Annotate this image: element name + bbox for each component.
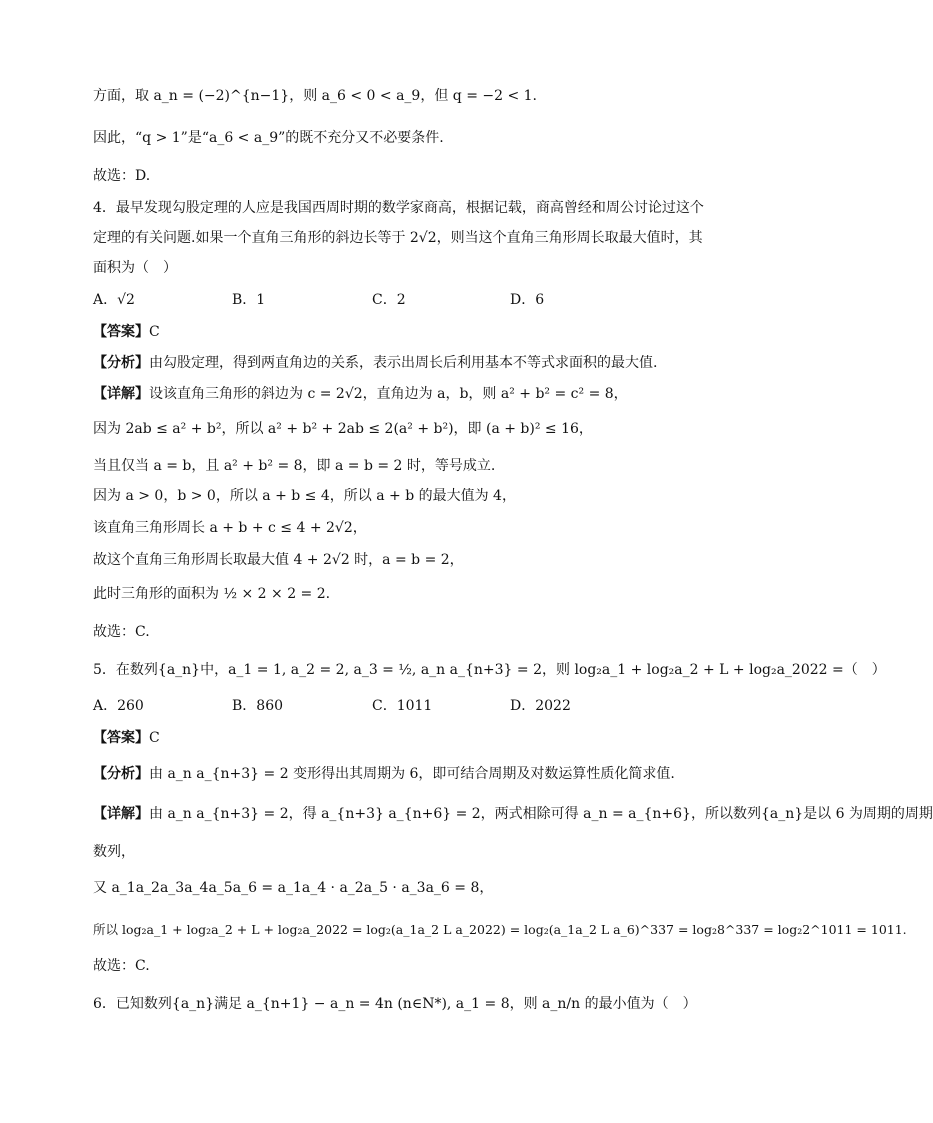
analysis-text: 由 a_n a_{n+3} = 2 变形得出其周期为 6，即可结合周期及对数运算性质化简求值. xyxy=(149,766,675,782)
q4-detail-line-5: 该直角三角形周长 a + b + c ≤ 4 + 2√2， xyxy=(93,520,367,536)
q5-detail-line-2: 数列， xyxy=(93,844,135,860)
q5-detail-line-5: 故选：C. xyxy=(93,958,150,974)
q4-stem-line-1: 4．最早发现勾股定理的人应是我国西周时期的数学家商高，根据记载，商高曾经和周公讨论过这个 xyxy=(93,200,704,216)
q3-line-1: 方面，取 a_n = (−2)^{n−1}，则 a_6 < 0 < a_9，但 q = −2 < 1. xyxy=(93,88,538,104)
q5-stem: 5．在数列{a_n}中，a_1 = 1, a_2 = 2, a_3 = ½, a_n a_{n+3} = 2，则 log₂a_1 + log₂a_2 + L + log₂a_2022 =（ ） xyxy=(93,662,886,678)
q4-detail-line-3: 当且仅当 a = b，且 a² + b² = 8，即 a = b = 2 时，等号成立. xyxy=(93,458,496,474)
answer-value: C xyxy=(149,730,160,746)
q5-detail-line-1 xyxy=(93,804,933,824)
q4-answer xyxy=(93,322,160,342)
q5-analysis xyxy=(93,764,675,784)
answer-tag: 【答案】 xyxy=(93,730,149,746)
q4-detail-line-7: 此时三角形的面积为 ½ × 2 × 2 = 2. xyxy=(93,586,331,602)
q5-detail-line-3: 又 a_1a_2a_3a_4a_5a_6 = a_1a_4 · a_2a_5 · a_3a_6 = 8， xyxy=(93,880,494,896)
detail-text: 由 a_n a_{n+3} = 2，得 a_{n+3} a_{n+6} = 2，两式相除可得 a_n = a_{n+6}，所以数列{a_n}是以 6 为周期的周期 xyxy=(149,806,933,822)
q6-stem: 6．已知数列{a_n}满足 a_{n+1} − a_n = 4n (n∈N*), a_1 = 8，则 a_n/n 的最小值为（ ） xyxy=(93,996,697,1012)
q4-detail-line-8: 故选：C. xyxy=(93,624,150,640)
q5-detail-line-4: 所以 log₂a_1 + log₂a_2 + L + log₂a_2022 = log₂(a_1a_2 L a_2022) = log₂(a_1a_2 L a_6)^337 = log₂8^337 = log₂2^1011 = 1011. xyxy=(93,922,907,937)
q4-option-a: A．√2 xyxy=(93,292,135,308)
q5-option-b: B．860 xyxy=(232,698,284,714)
q4-option-b: B．1 xyxy=(232,292,266,308)
analysis-tag: 【分析】 xyxy=(93,766,149,782)
q3-line-2: 因此，“q > 1”是“a_6 < a_9”的既不充分又不必要条件. xyxy=(93,130,444,146)
analysis-text: 由勾股定理，得到两直角边的关系，表示出周长后利用基本不等式求面积的最大值. xyxy=(149,355,658,371)
answer-tag: 【答案】 xyxy=(93,324,149,340)
q4-detail-line-4: 因为 a > 0，b > 0，所以 a + b ≤ 4，所以 a + b 的最大值为 4， xyxy=(93,488,516,504)
q4-stem-line-3: 面积为（ ） xyxy=(93,260,177,276)
q5-answer xyxy=(93,728,160,748)
q4-detail-line-2: 因为 2ab ≤ a² + b²，所以 a² + b² + 2ab ≤ 2(a² + b²)，即 (a + b)² ≤ 16， xyxy=(93,421,593,437)
q3-answer-choice: 故选：D. xyxy=(93,168,151,184)
detail-text: 设该直角三角形的斜边为 c = 2√2，直角边为 a，b，则 a² + b² = c² = 8， xyxy=(149,386,628,402)
q4-analysis xyxy=(93,353,657,373)
q4-detail-line-1 xyxy=(93,384,628,404)
q4-stem-line-2: 定理的有关问题.如果一个直角三角形的斜边长等于 2√2，则当这个直角三角形周长取最大值时，其 xyxy=(93,230,703,246)
detail-tag: 【详解】 xyxy=(93,386,149,402)
analysis-tag: 【分析】 xyxy=(93,355,149,371)
q5-option-c: C．1011 xyxy=(372,698,433,714)
q5-option-a: A．260 xyxy=(93,698,144,714)
detail-tag: 【详解】 xyxy=(93,806,149,822)
q4-detail-line-6: 故这个直角三角形周长取最大值 4 + 2√2 时，a = b = 2， xyxy=(93,552,464,568)
q5-option-d: D．2022 xyxy=(510,698,571,714)
answer-value: C xyxy=(149,324,160,340)
q4-option-d: D．6 xyxy=(510,292,545,308)
q4-option-c: C．2 xyxy=(372,292,406,308)
